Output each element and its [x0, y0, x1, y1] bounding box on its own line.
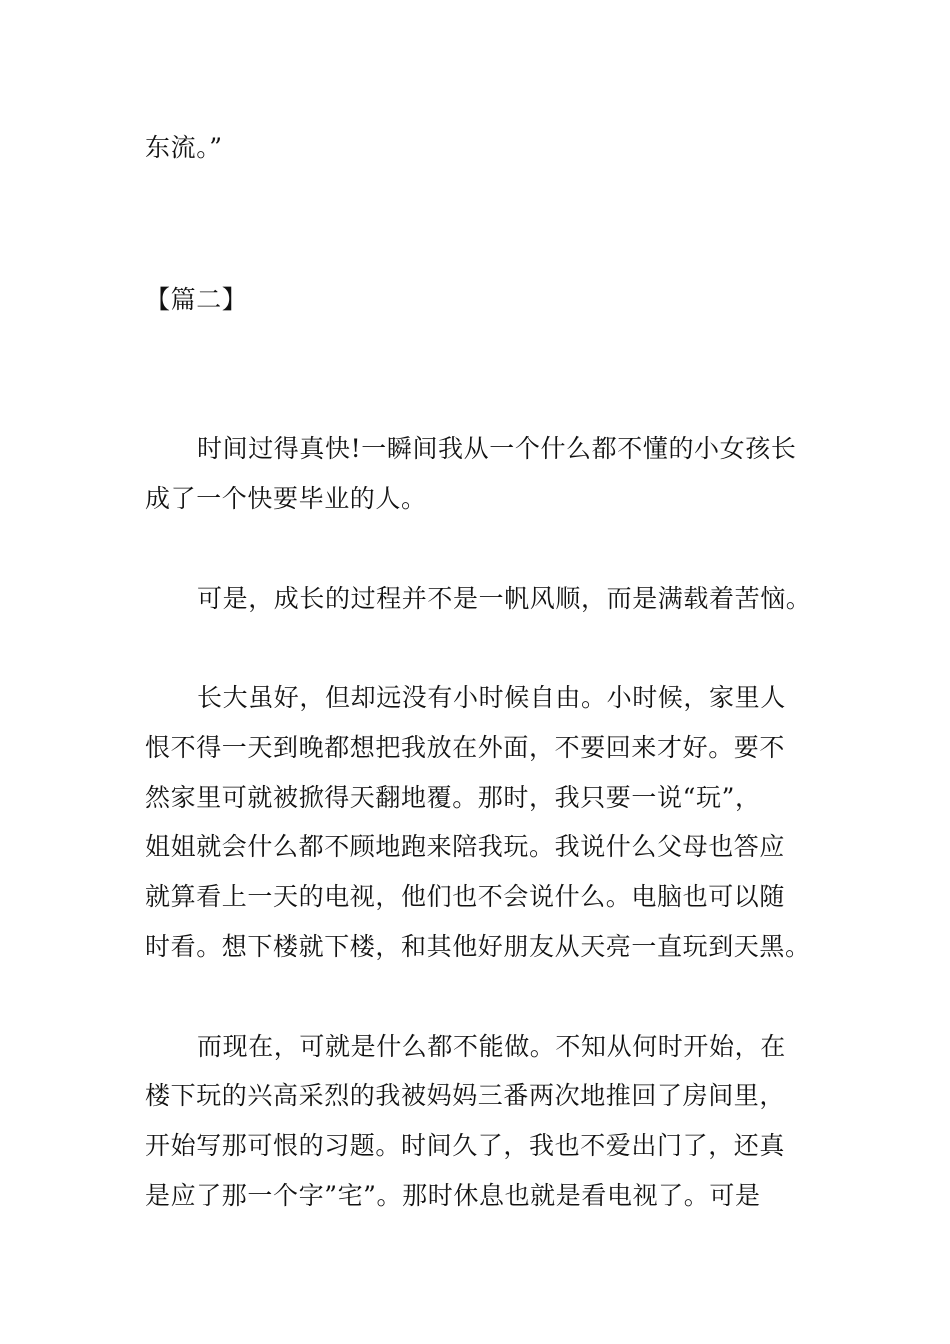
paragraph-4-line-1: 而现在，可就是什么都不能做。不知从何时开始，在 [197, 1032, 786, 1061]
section-heading: 【篇二】 [145, 285, 248, 314]
paragraph-4-line-4: 是应了那一个字”宅”。那时休息也就是看电视了。可是 [145, 1181, 761, 1210]
paragraph-2-line-1: 可是，成长的过程并不是一帆风顺，而是满载着苦恼。 [197, 584, 812, 613]
paragraph-1-line-2: 成了一个快要毕业的人。 [145, 484, 427, 513]
paragraph-3-line-3: 然家里可就被掀得天翻地覆。那时，我只要一说“玩”， [145, 783, 761, 812]
paragraph-3-line-4: 姐姐就会什么都不顾地跑来陪我玩。我说什么父母也答应 [145, 832, 786, 861]
paragraph-1-line-1: 时间过得真快!一瞬间我从一个什么都不懂的小女孩长 [197, 434, 797, 463]
paragraph-3-line-6: 时看。想下楼就下楼，和其他好朋友从天亮一直玩到天黑。 [145, 932, 811, 961]
paragraph-3-line-1: 长大虽好，但却远没有小时候自由。小时候，家里人 [197, 683, 786, 712]
paragraph-3-line-2: 恨不得一天到晚都想把我放在外面，不要回来才好。要不 [145, 733, 786, 762]
paragraph-4-line-2: 楼下玩的兴高采烈的我被妈妈三番两次地推回了房间里， [145, 1081, 786, 1110]
continuation-text: 东流。” [145, 133, 223, 162]
paragraph-3-line-5: 就算看上一天的电视，他们也不会说什么。电脑也可以随 [145, 882, 786, 911]
paragraph-4-line-3: 开始写那可恨的习题。时间久了，我也不爱出门了，还真 [145, 1131, 786, 1160]
